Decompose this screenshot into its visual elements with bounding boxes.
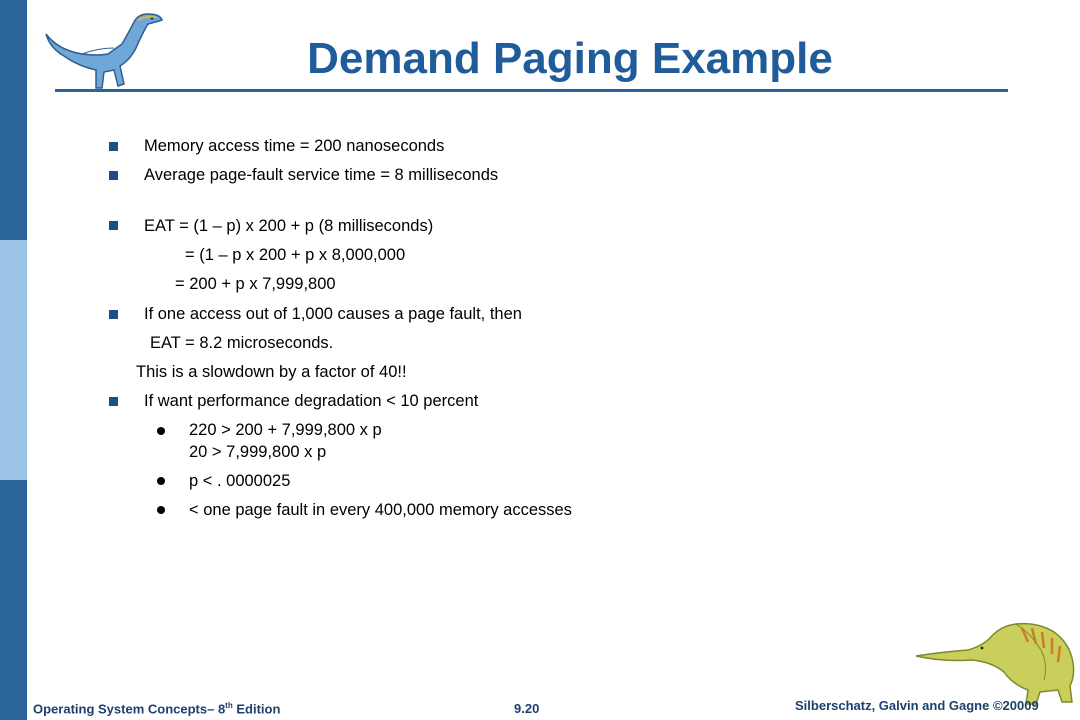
bullet-memory-access: Memory access time = 200 nanoseconds	[144, 137, 445, 155]
bullet-square	[109, 171, 118, 180]
title-rule	[55, 89, 1008, 92]
footer-copyright: Silberschatz, Galvin and Gagne ©20009	[795, 698, 1039, 713]
footer-book-title: Operating System Concepts– 8th Edition	[33, 701, 281, 717]
bullet-eat-formula: EAT = (1 – p) x 200 + p (8 milliseconds)	[144, 217, 434, 235]
bullet-page-fault-time: Average page-fault service time = 8 milliseconds	[144, 166, 499, 184]
eat-result: EAT = 8.2 microseconds.	[150, 334, 334, 352]
sub-bullet-dot	[157, 506, 165, 514]
slide-title: Demand Paging Example	[307, 34, 833, 83]
bullet-square	[109, 142, 118, 151]
eat-formula-step-3: = 200 + p x 7,999,800	[175, 275, 336, 293]
dinosaur-logo-icon	[38, 4, 168, 92]
footer-page-number: 9.20	[514, 701, 540, 716]
sidebar-highlight	[0, 240, 27, 480]
p-bound: p < . 0000025	[189, 472, 291, 490]
bullet-square	[109, 397, 118, 406]
inequality-line-2: 20 > 7,999,800 x p	[189, 443, 327, 461]
left-sidebar-stripe	[0, 0, 27, 720]
sub-bullet-dot	[157, 477, 165, 485]
bullet-degradation: If want performance degradation < 10 percent	[144, 392, 479, 410]
dinosaur-illustration-icon	[912, 612, 1080, 707]
eat-formula-step-2: = (1 – p x 200 + p x 8,000,000	[185, 246, 406, 264]
fault-rate-conclusion: < one page fault in every 400,000 memory accesses	[189, 501, 572, 519]
sub-bullet-dot	[157, 427, 165, 435]
bullet-square	[109, 221, 118, 230]
bullet-square	[109, 310, 118, 319]
slowdown-note: This is a slowdown by a factor of 40!!	[136, 363, 407, 381]
bullet-one-in-thousand: If one access out of 1,000 causes a page fault, then	[144, 305, 522, 323]
inequality-line-1: 220 > 200 + 7,999,800 x p	[189, 421, 382, 439]
